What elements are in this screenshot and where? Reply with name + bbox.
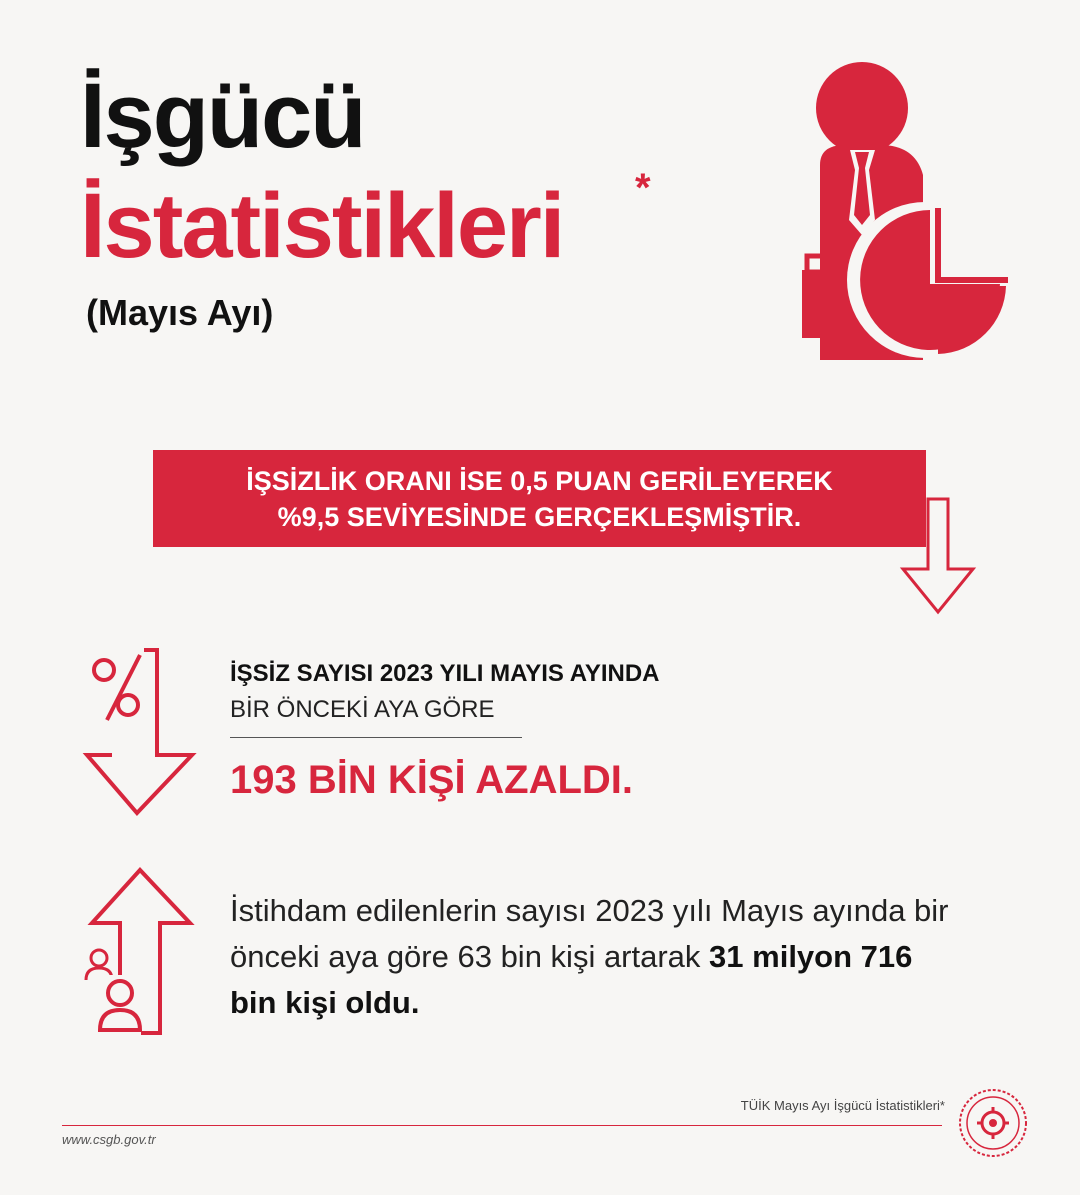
unemployment-rate-banner bbox=[153, 450, 926, 547]
section-divider bbox=[230, 737, 522, 738]
source-note: TÜİK Mayıs Ayı İşgücü İstatistikleri* bbox=[740, 1098, 945, 1113]
down-arrow-icon bbox=[898, 497, 978, 617]
banner-line1: İŞSİZLİK ORANI İSE 0,5 PUAN GERİLEYEREK bbox=[246, 465, 833, 496]
unemployed-subheading: BİR ÖNCEKİ AYA GÖRE bbox=[230, 696, 495, 723]
unemployed-decrease: 193 BİN KİŞİ AZALDI. bbox=[230, 758, 634, 802]
employed-paragraph bbox=[230, 888, 950, 1026]
worker-pie-chart-icon bbox=[795, 60, 1015, 360]
employed-total: 31 milyon 716 bin kişi oldu. bbox=[230, 939, 913, 1020]
page-title-line1: İşgücü bbox=[80, 65, 365, 167]
website-link[interactable]: www.csgb.gov.tr bbox=[62, 1132, 156, 1147]
page-title-line2: İstatistikleri bbox=[80, 175, 564, 277]
unemployed-heading: İŞSİZ SAYISI 2023 YILI MAYIS AYINDA bbox=[230, 660, 660, 687]
banner-line2: %9,5 SEVİYESİNDE GERÇEKLEŞMİŞTİR. bbox=[277, 501, 802, 532]
page-subtitle: (Mayıs Ayı) bbox=[86, 292, 274, 333]
ministry-seal-icon bbox=[958, 1088, 1028, 1158]
people-up-arrow-icon bbox=[82, 865, 202, 1045]
footer-divider bbox=[62, 1125, 942, 1126]
employed-text: İstihdam edilenlerin sayısı 2023 yılı Mayıs ayında bir önceki aya göre 63 bin kişi artarak bbox=[230, 893, 949, 974]
title-asterisk: * bbox=[635, 166, 651, 210]
percent-down-arrow-icon bbox=[82, 645, 202, 820]
